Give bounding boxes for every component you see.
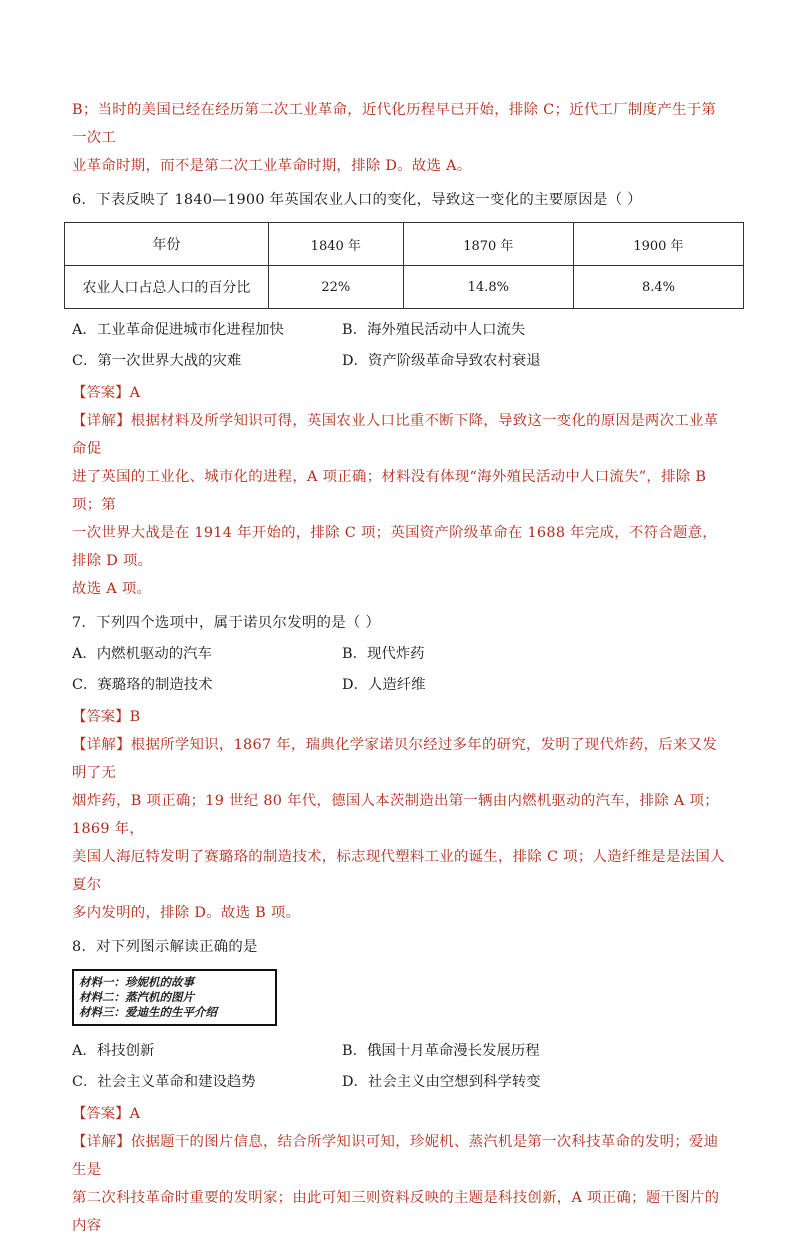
question-7-answer: 【答案】B	[72, 709, 141, 725]
explanation-line: 美国人海厄特发明了赛璐珞的制造技术，标志现代塑料工业的诞生，排除 C 项；人造纤维是是法国人夏尔	[72, 849, 725, 893]
explanation-line: 故选 A 项。	[72, 581, 152, 597]
intro-line: 业革命时期，而不是第二次工业革命时期，排除 D。故选 A。	[72, 158, 472, 174]
table-cell: 1870 年	[403, 223, 573, 266]
table-cell: 农业人口占总人口的百分比	[65, 266, 269, 309]
question-6-stem: 6．下表反映了 1840—1900 年英国农业人口的变化，导致这一变化的主要原因是（ ）	[72, 192, 642, 208]
table-cell: 1840 年	[268, 223, 403, 266]
option-a: A．内燃机驱动的汽车	[72, 646, 212, 662]
option-c: C．第一次世界大战的灾难	[72, 353, 242, 369]
option-b: B．俄国十月革命漫长发展历程	[342, 1043, 540, 1059]
explanation-line: 【详解】根据所学知识，1867 年，瑞典化学家诺贝尔经过多年的研究，发明了现代炸药，后来又发明了无	[72, 737, 718, 781]
question-8-options	[72, 1036, 727, 1098]
material-line: 材料二：蒸汽机的图片	[79, 990, 194, 1004]
agri-population-table	[64, 222, 744, 309]
table-cell: 22%	[268, 266, 403, 309]
table-cell: 14.8%	[403, 266, 573, 309]
option-c: C．社会主义革命和建设趋势	[72, 1074, 256, 1090]
option-d: D．社会主义由空想到科学转变	[342, 1074, 541, 1090]
question-6-options	[72, 315, 727, 377]
explanation-line: 第二次科技革命时重要的发明家；由此可知三则资料反映的主题是科技创新，A 项正确；题干图片的内容	[72, 1190, 720, 1234]
explanation-line: 进了英国的工业化、城市化的进程，A 项正确；材料没有体现“海外殖民活动中人口流失”，排除 B 项；第	[72, 469, 707, 513]
explanation-line: 【详解】根据材料及所学知识可得，英国农业人口比重不断下降，导致这一变化的原因是两次工业革命促	[72, 413, 719, 457]
question-8-answer: 【答案】A	[72, 1106, 140, 1122]
option-d: D．人造纤维	[342, 677, 426, 693]
material-line: 材料三：爱迪生的生平介绍	[79, 1005, 217, 1019]
question-8-stem: 8．对下列图示解读正确的是	[72, 939, 258, 955]
explanation-line: 一次世界大战是在 1914 年开始的，排除 C 项；英国资产阶级革命在 1688 年完成，不符合题意，排除 D 项。	[72, 525, 718, 569]
option-b: B．海外殖民活动中人口流失	[342, 322, 526, 338]
table-header-row	[65, 223, 744, 266]
table-cell: 8.4%	[573, 266, 743, 309]
material-line: 材料一：珍妮机的故事	[79, 975, 194, 989]
explanation-line: 【详解】依据题干的图片信息，结合所学知识可知，珍妮机、蒸汽机是第一次科技革命的发明；爱迪生是	[72, 1134, 719, 1178]
intro-line: B；当时的美国已经在经历第二次工业革命，近代化历程早已开始，排除 C；近代工厂制度产生于第一次工	[72, 102, 717, 146]
explanation-line: 多内发明的，排除 D。故选 B 项。	[72, 905, 301, 921]
option-c: C．赛璐珞的制造技术	[72, 677, 213, 693]
document-page	[72, 96, 727, 1240]
table-cell: 年份	[65, 223, 269, 266]
materials-box	[72, 969, 277, 1026]
option-a: A．科技创新	[72, 1043, 155, 1059]
question-6-answer: 【答案】A	[72, 385, 140, 401]
explanation-line: 烟炸药，B 项正确；19 世纪 80 年代，德国人本茨制造出第一辆由内燃机驱动的汽车，排除 A 项；1869 年，	[72, 793, 719, 837]
option-b: B．现代炸药	[342, 646, 425, 662]
option-d: D．资产阶级革命导致农村衰退	[342, 353, 541, 369]
question-7-stem: 7．下列四个选项中，属于诺贝尔发明的是（ ）	[72, 615, 381, 631]
option-a: A．工业革命促进城市化进程加快	[72, 322, 284, 338]
table-cell: 1900 年	[573, 223, 743, 266]
question-7-options	[72, 639, 727, 701]
table-row	[65, 266, 744, 309]
